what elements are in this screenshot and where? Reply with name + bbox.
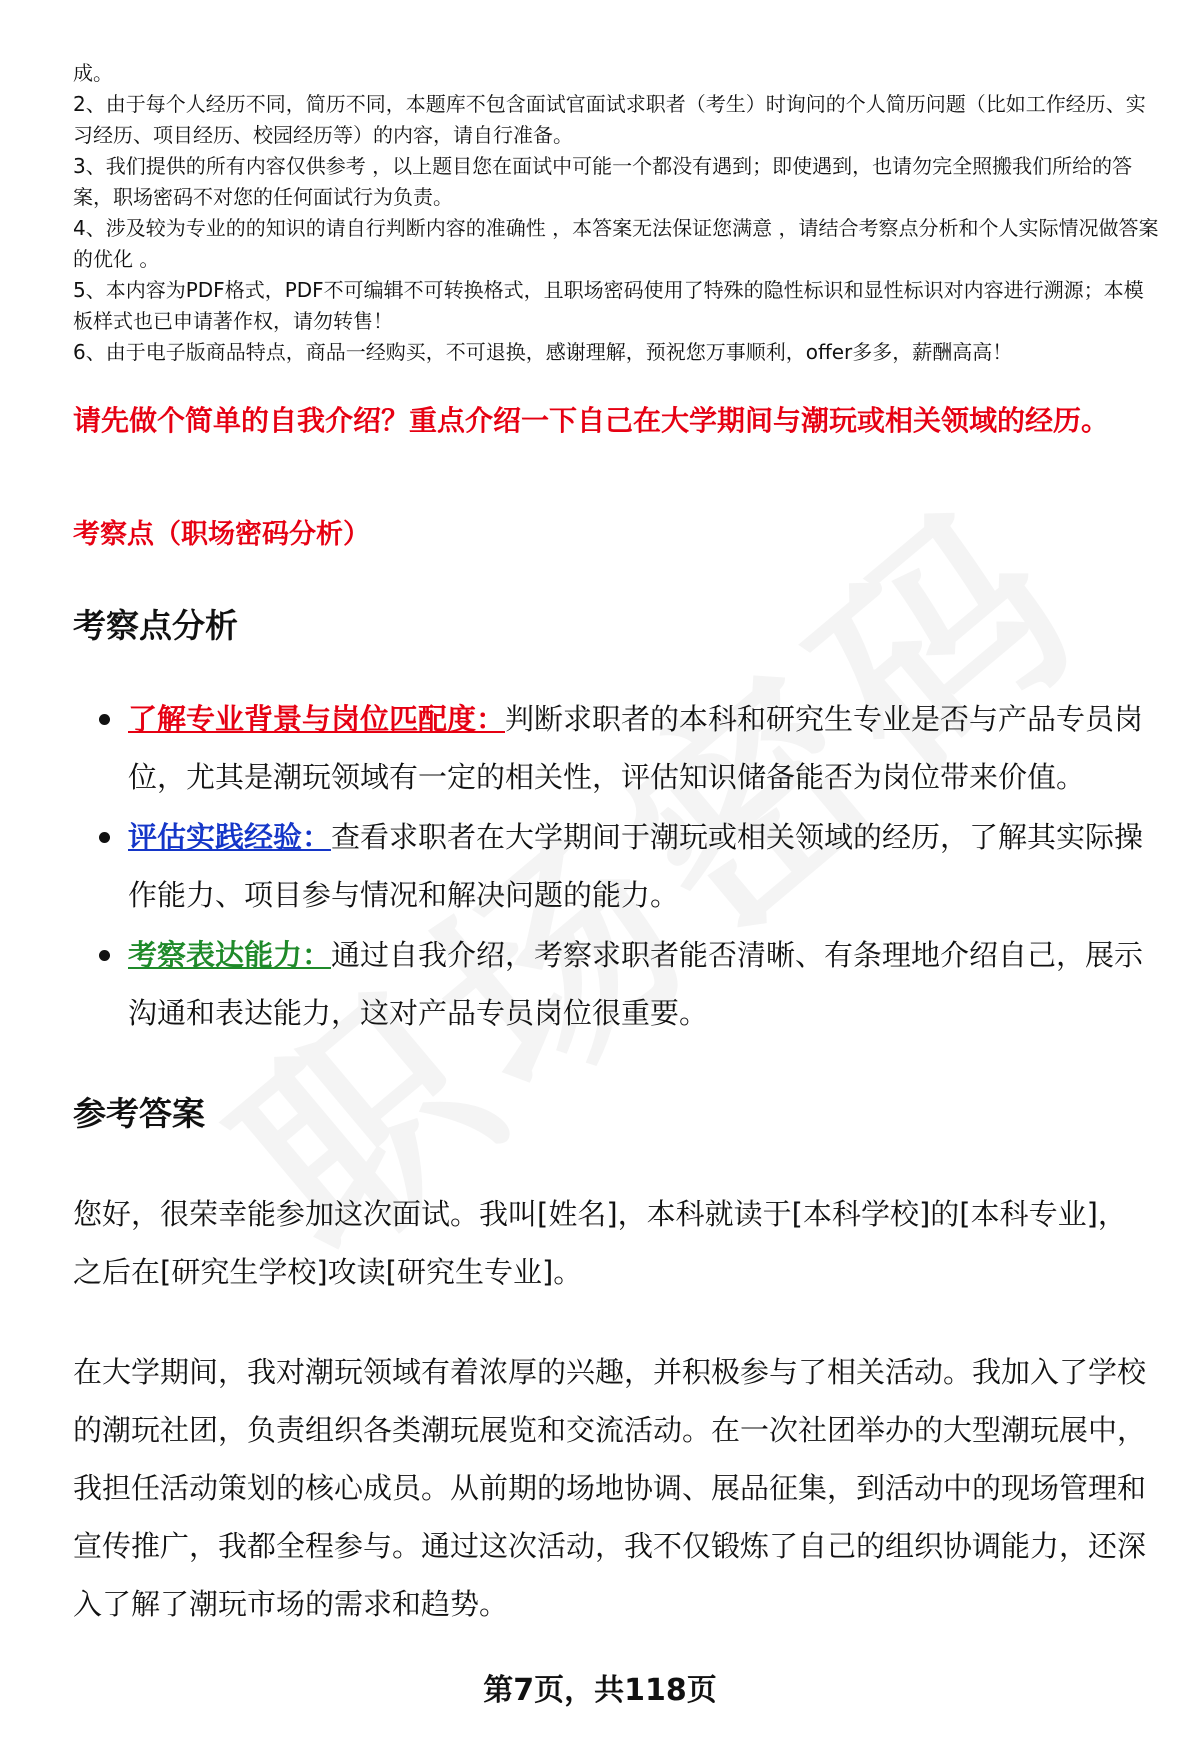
point-text: 通过自我介绍，考察求职者能否清晰、有条理地介绍自己，展示沟通和表达能力，这对产品专员岗位很重要。 xyxy=(128,938,1144,1030)
note-line: 2、由于每个人经历不同，简历不同，本题库不包含面试官面试求职者（考生）时询问的个人简历问题（比如工作经历、实习经历、项目经历、校园经历等）的内容，请自行准备。 xyxy=(73,92,1146,147)
bullet-icon xyxy=(99,950,110,961)
assessment-title: 考察点（职场密码分析） xyxy=(73,519,370,550)
note-line: 4、涉及较为专业的的知识的请自行判断内容的准确性 ，本答案无法保证您满意 ，请结合考察点分析和个人实际情况做答案的优化 。 xyxy=(73,216,1159,271)
answer-section xyxy=(73,1185,1153,1675)
bullet-icon xyxy=(99,832,110,843)
list-item xyxy=(73,690,1148,806)
list-item xyxy=(73,926,1148,1042)
interview-question: 请先做个简单的自我介绍？重点介绍一下自己在大学期间与潮玩或相关领域的经历。 xyxy=(73,404,1110,437)
bullet-icon xyxy=(99,714,110,725)
note-line: 3、我们提供的所有内容仅供参考 ，以上题目您在面试中可能一个都没有遇到；即使遇到，也请勿完全照搬我们所给的答案，职场密码不对您的任何面试行为负责。 xyxy=(73,154,1133,209)
answer-paragraph: 在大学期间，我对潮玩领域有着浓厚的兴趣，并积极参与了相关活动。我加入了学校的潮玩社团，负责组织各类潮玩展览和交流活动。在一次社团举办的大型潮玩展中，我担任活动策划的核心成员。从前期的场地协调、展品征集，到活动中的现场管理和宣传推广，我都全程参与。通过这次活动，我不仅锻炼了自己的组织协调能力，还深入了解了潮玩市场的需求和趋势。 xyxy=(73,1355,1147,1621)
point-label: 了解专业背景与岗位匹配度： xyxy=(128,702,506,736)
analysis-heading: 考察点分析 xyxy=(73,606,238,645)
point-text: 判断求职者的本科和研究生专业是否与产品专员岗位，尤其是潮玩领域有一定的相关性，评估知识储备能否为岗位带来价值。 xyxy=(128,702,1144,794)
note-line: 5、本内容为PDF格式，PDF不可编辑不可转换格式，且职场密码使用了特殊的隐性标识和显性标识对内容进行溯源；本模板样式也已申请著作权，请勿转售！ xyxy=(73,278,1144,333)
point-text: 查看求职者在大学期间于潮玩或相关领域的经历，了解其实际操作能力、项目参与情况和解决问题的能力。 xyxy=(128,820,1144,912)
notes-section xyxy=(73,58,1163,368)
note-line: 6、由于电子版商品特点，商品一经购买，不可退换，感谢理解，预祝您万事顺利，offer多多，薪酬高高！ xyxy=(73,340,1013,364)
assessment-points-list xyxy=(73,690,1148,1044)
answer-paragraph: 您好，很荣幸能参加这次面试。我叫[姓名]，本科就读于[本科学校]的[本科专业]，之后在[研究生学校]攻读[研究生专业]。 xyxy=(73,1197,1127,1289)
page-number: 第7页，共118页 xyxy=(483,1673,717,1708)
point-label: 评估实践经验： xyxy=(128,820,332,854)
answer-heading: 参考答案 xyxy=(73,1094,205,1133)
point-label: 考察表达能力： xyxy=(128,938,332,972)
list-item xyxy=(73,808,1148,924)
note-line: 成。 xyxy=(73,61,113,85)
